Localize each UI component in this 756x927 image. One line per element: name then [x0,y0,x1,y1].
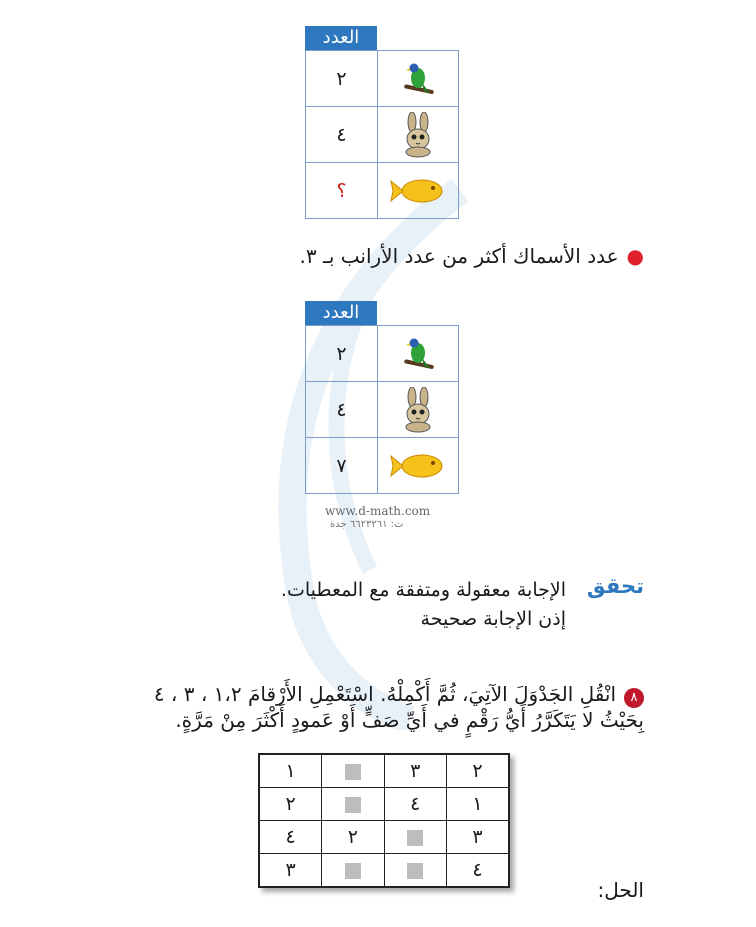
solution-label: الحل: [597,878,644,902]
grid-cell: ٢ [446,754,509,788]
grid-cell: ٣ [384,754,446,788]
bullet-icon: ● [626,244,644,268]
table-row [306,326,458,382]
table-row [306,382,458,438]
blank-square-icon [345,797,361,813]
phone-text: ت: ٦٦٢٣٢٦١ جدة [330,519,404,530]
count-cell: ٤ [306,382,378,437]
site-url: www.d-math.com [325,504,431,518]
grid-cell: ٤ [259,821,322,854]
grid-cell: ١ [446,788,509,821]
fish-icon [389,450,447,482]
blank-square-icon [407,863,423,879]
grid-cell: ٤ [446,854,509,888]
grid-cell: ٤ [384,788,446,821]
unknown-count-cell: ؟ [306,163,378,218]
grid-cell: ٢ [322,821,384,854]
table-row [306,438,458,493]
blank-square-icon [345,764,361,780]
rabbit-icon [398,112,438,158]
blank-cell [384,854,446,888]
count-cell: ٢ [306,326,378,381]
blank-cell [384,821,446,854]
blank-square-icon [407,830,423,846]
table-row [306,51,458,107]
grid-cell: ١ [259,754,322,788]
blank-cell [322,754,384,788]
table-row [306,107,458,163]
blank-cell [322,788,384,821]
exercise-number-badge: ٨ [624,688,644,708]
parrot-icon [398,59,438,99]
check-text: الإجابة معقولة ومتفقة مع المعطيات. إذن الإجابة صحيحة [280,579,566,630]
count-cell: ٢ [306,51,378,106]
table-header: العدد [305,26,377,50]
given-statement: ●عدد الأسماك أكثر من عدد الأرانب بـ ٣. [299,244,644,268]
number-grid [258,753,510,888]
count-cell: ٧ [306,438,378,493]
exercise-line-1: انْقُلِ الجَدْوَلَ الآتِيَ، ثُمَّ أَكْمِلْهُ. اسْتَعْمِلِ الأَرْقامَ ١،٢ ، ٣ ، ٤ [153,682,616,706]
grid-row [259,754,509,788]
table-header: العدد [305,301,377,325]
check-heading: تحقق [586,574,644,598]
count-cell: ٤ [306,107,378,162]
fish-icon [389,175,447,207]
blank-square-icon [345,863,361,879]
grid-cell: ٢ [259,788,322,821]
grid-cell: ٣ [446,821,509,854]
rabbit-icon [398,387,438,433]
grid-row [259,854,509,888]
blank-cell [322,854,384,888]
grid-row [259,821,509,854]
exercise-line-2: بِحَيْثُ لا يَتَكَرَّرُ أَيُّ رَقْمٍ في أَيِّ صَفٍّ أَوْ عَمودٍ أَكْثَرَ مِنْ مَرَّةٍ. [175,708,644,732]
grid-row [259,788,509,821]
parrot-icon [398,334,438,374]
table-row [306,163,458,218]
grid-cell: ٣ [259,854,322,888]
